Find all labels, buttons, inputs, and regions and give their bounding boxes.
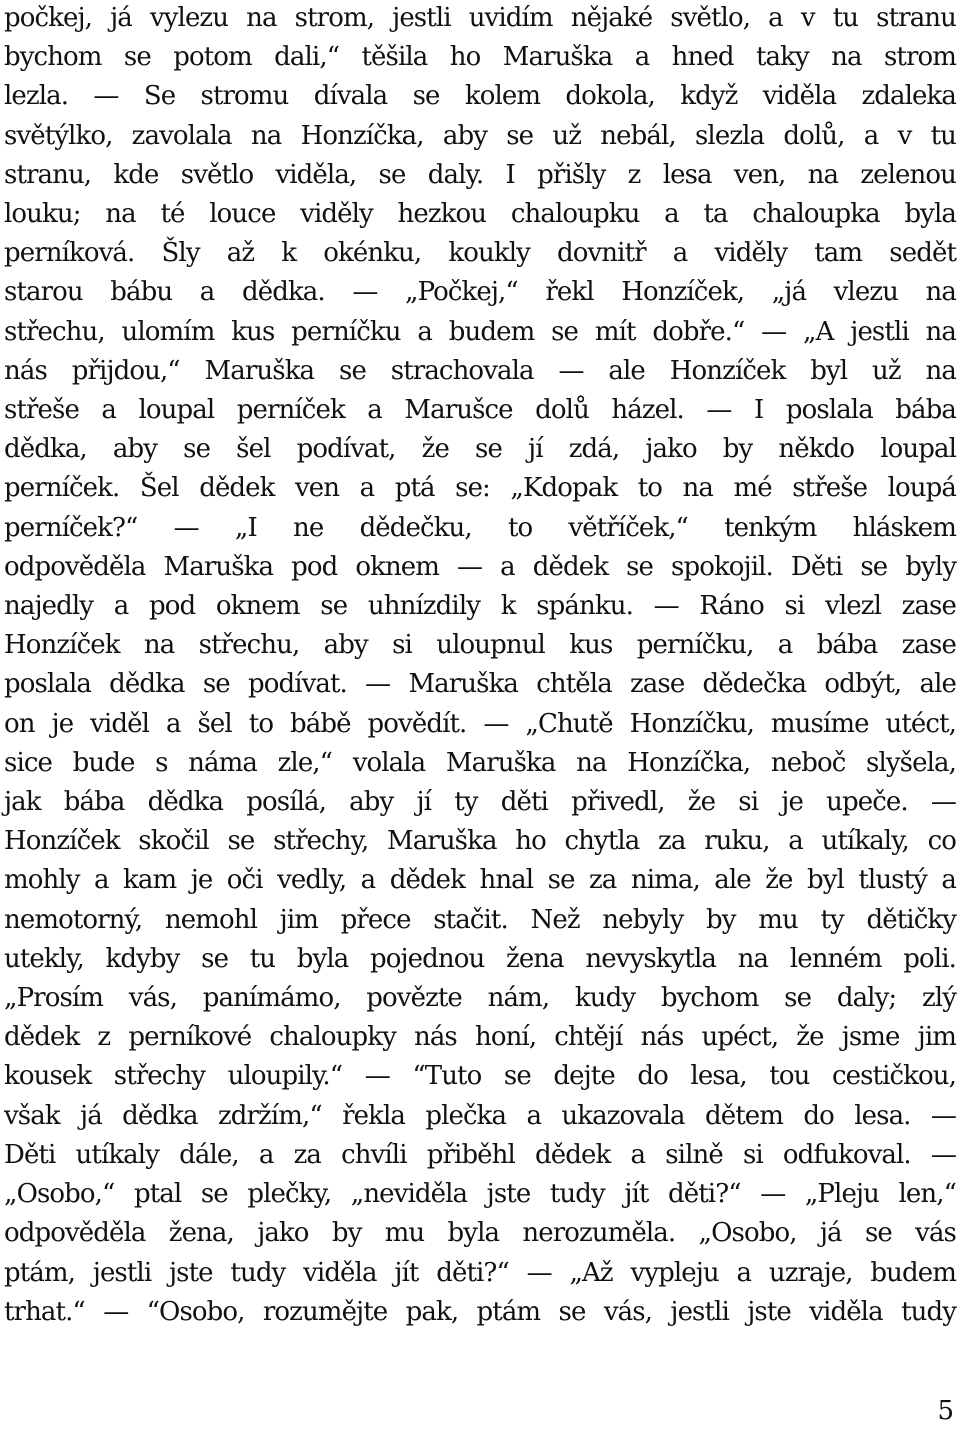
text-line: „Osobo,“ ptal se plečky, „neviděla jste tudy jít děti?“ — „Pleju len,“: [4, 1179, 956, 1210]
text-line: ptám, jestli jste tudy viděla jít děti?“ — „Až vypleju a uzraje, budem: [4, 1257, 956, 1288]
text-line: on je viděl a šel to bábě povědít. — „Chutě Honzíčku, musíme utéct,: [4, 708, 956, 739]
text-line: trhat.“ — “Osobo, rozumějte pak, ptám se vás, jestli jste viděla tudy: [4, 1296, 956, 1327]
text-line: utekly, kdyby se tu byla pojednou žena nevyskytla na lenném poli.: [4, 943, 956, 974]
text-line: „Prosím vás, panímámo, povězte nám, kudy bychom se daly; zlý: [4, 983, 956, 1014]
text-line: odpověděla Maruška pod oknem — a dědek se spokojil. Děti se byly: [4, 551, 956, 582]
page-number: 5: [937, 1396, 954, 1426]
text-line: dědek z perníkové chaloupky nás honí, chtějí nás upéct, že jsme jim: [4, 1022, 956, 1053]
text-line: světýlko, zavolala na Honzíčka, aby se už nebál, slezla dolů, a v tu: [4, 120, 956, 151]
text-line: střechu, ulomím kus perníčku a budem se mít dobře.“ — „A jestli na: [4, 316, 956, 347]
text-line: střeše a loupal perníček a Marušce dolů házel. — I poslala bába: [4, 395, 956, 426]
text-line: lezla. — Se stromu dívala se kolem dokola, když viděla zdaleka: [4, 81, 956, 112]
text-line: jak bába dědka posílá, aby jí ty děti přivedl, že si je upeče. —: [4, 787, 956, 818]
text-line: však já dědka zdržím,“ řekla plečka a ukazovala dětem do lesa. —: [4, 1100, 956, 1131]
text-line: perníček. Šel dědek ven a ptá se: „Kdopak to na mé střeše loupá: [4, 473, 956, 504]
text-line: Honzíček skočil se střechy, Maruška ho chytla za ruku, a utíkaly, co: [4, 826, 956, 857]
text-line: najedly a pod oknem se uhnízdily k spánku. — Ráno si vlezl zase: [4, 591, 956, 622]
text-line: mohly a kam je oči vedly, a dědek hnal se za nima, ale že byl tlustý a: [4, 865, 956, 896]
text-line: odpověděla žena, jako by mu byla nerozuměla. „Osobo, já se vás: [4, 1218, 956, 1249]
text-line: stranu, kde světlo viděla, se daly. I přišly z lesa ven, na zelenou: [4, 159, 956, 190]
text-line: sice bude s náma zle,“ volala Maruška na Honzíčka, neboč slyšela,: [4, 747, 956, 778]
text-line: perníček?“ — „I ne dědečku, to větříček,“ tenkým hláskem: [4, 512, 956, 543]
text-line: počkej, já vylezu na strom, jestli uvidím nějaké světlo, a v tu stranu: [4, 3, 956, 33]
text-line: nás přijdou,“ Maruška se strachovala — ale Honzíček byl už na: [4, 355, 956, 386]
text-line: poslala dědka se podívat. — Maruška chtěla zase dědečka odbýt, ale: [4, 669, 956, 700]
body-text: [4, 0, 956, 1332]
text-line: kousek střechy uloupily.“ — “Tuto se dejte do lesa, tou cestičkou,: [4, 1061, 956, 1092]
text-line: starou bábu a dědka. — „Počkej,“ řekl Honzíček, „já vlezu na: [4, 277, 956, 308]
text-line: nemotorný, nemohl jim přece stačit. Než nebyly by mu ty dětičky: [4, 904, 956, 935]
text-line: Děti utíkaly dále, a za chvíli přiběhl dědek a silně si odfukoval. —: [4, 1139, 956, 1170]
text-line: Honzíček na střechu, aby si uloupnul kus perníčku, a bába zase: [4, 630, 956, 661]
text-line: dědka, aby se šel podívat, že se jí zdá, jako by někdo loupal: [4, 434, 956, 465]
text-line: louku; na té louce viděly hezkou chaloupku a ta chaloupka byla: [4, 199, 956, 230]
text-line: perníková. Šly až k okénku, koukly dovnitř a viděly tam sedět: [4, 238, 956, 269]
text-line: bychom se potom dali,“ těšila ho Maruška a hned taky na strom: [4, 42, 956, 73]
